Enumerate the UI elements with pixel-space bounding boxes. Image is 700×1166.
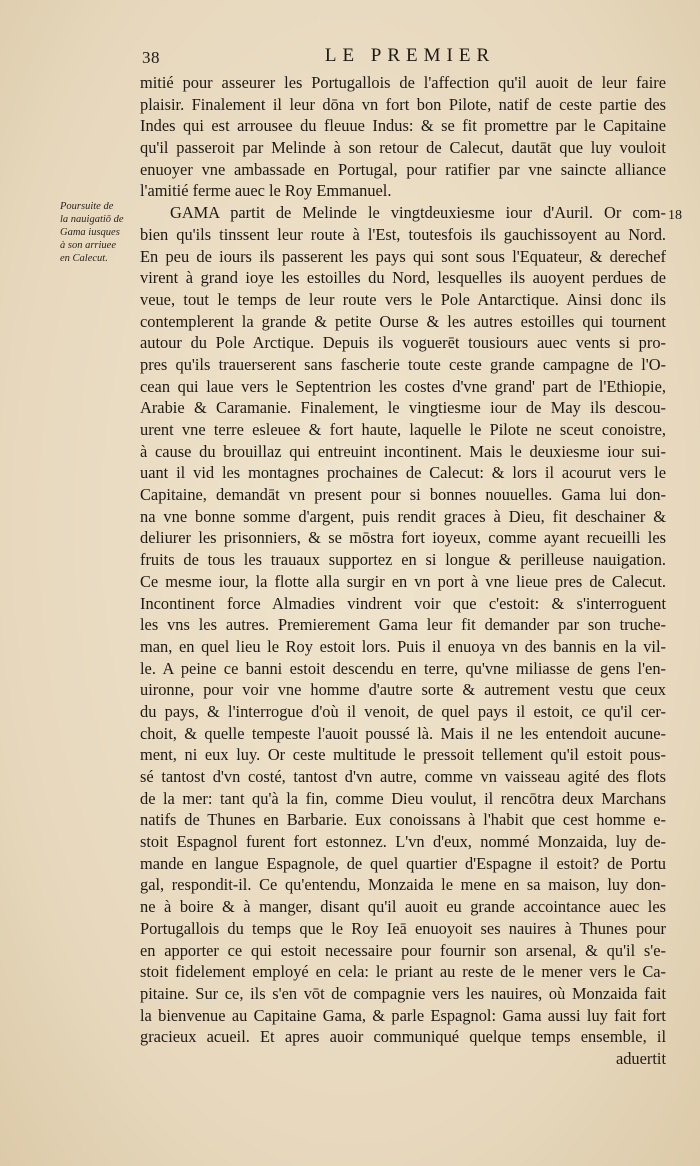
text-line: mitié pour asseurer les Portugallois de l'affection qu'il auoit de leur faire: [140, 73, 666, 92]
text-line: à cause du brouillaz qui entreuint incontinent. Mais le deuxiesme iour sui-: [140, 441, 666, 461]
page-number: 38: [142, 48, 160, 67]
text-line: Arabie & Caramanie. Finalement, le vingtiesme iour de May ils descou-: [140, 398, 666, 418]
text-line: l'amitié ferme auec le Roy Emmanuel.: [140, 181, 392, 201]
text-line: la bienvenue au Capitaine Gama, & parle Espagnol: Gama aussi luy fait fort: [140, 1005, 666, 1025]
text-line: du pays, & l'interrogue d'où il venoit, de quel pays il estoit, ce qu'il cer-: [140, 701, 666, 721]
text-line: Ce mesme iour, la flotte alla surgir en vn port à vne lieue pres de Calecut.: [140, 571, 666, 591]
text-line: ment, ni eux luy. Or ceste multitude le pressoit tellement qu'il estoit pous-: [140, 745, 666, 765]
text-line: Indes qui est arrousee du fleuue Indus: & se fit promettre par le Capitaine: [140, 116, 666, 136]
text-line: uant il vid les montagnes prochaines de Calecut: & lors il acourut vers le: [140, 463, 666, 483]
text-line: le. A peine ce banni estoit descendu en terre, qu'vne miliasse de gens l'en-: [140, 658, 666, 678]
text-line: stoit fidelement employé en cela: le priant au reste de le mener vers le Ca-: [140, 962, 666, 982]
text-line: en apporter ce qui estoit necessaire pour fournir son arsenal, & qu'il s'e-: [140, 940, 666, 960]
text-line: uironne, pour voir vne homme d'autre sorte & autrement vestu que ceux: [140, 680, 666, 700]
marginal-note-line: en Calecut.: [60, 253, 108, 264]
text-line: urent vne terre esleuee & fort haute, laquelle le Pilote ne sceut conoistre,: [140, 420, 666, 439]
text-line: bien qu'ils tinssent leur route à l'Est, toutesfois ils gauchissoyent au Nord.: [140, 224, 666, 244]
text-line: mande en langue Espagnole, de quel quartier d'Espagne il estoit? de Portu: [140, 853, 666, 873]
margin-number: 18: [668, 208, 682, 223]
text-line: natifs de Thunes en Barbarie. Eux conoissans à l'habit que cest homme e-: [140, 810, 666, 830]
text-line: de la mer: tant qu'à la fin, comme Dieu voulut, il rencōtra deux Marchans: [140, 788, 666, 808]
text-line: stoit Espagnol furent fort estonnez. L'vn d'eux, nommé Monzaida, luy de-: [140, 832, 666, 852]
text-line: pres qu'ils trauerserent sans fascherie toute ceste grande campagne de l'O-: [140, 354, 666, 374]
text-line: les vns les autres. Premierement Gama leur fit demander par son truche-: [140, 615, 666, 635]
text-line: fruits de tous les trauaux supportez en si longue & perilleuse nauigation.: [140, 550, 666, 570]
text-line: Portugallois du temps que le Roy Ieā enuoyoit ses nauires à Thunes pour: [140, 918, 666, 938]
marginal-note-line: la nauigatiō de: [60, 214, 124, 225]
text-line: na vne bonne somme d'argent, puis rendit graces à Dieu, fit deschainer &: [140, 506, 666, 526]
text-line: autour du Pole Arctique. Depuis ils voguerēt tousiours auec vents si pro-: [140, 333, 666, 353]
text-line: qu'il passeroit par Melinde à son retour de Calecut, dautāt que luy vouloit: [140, 138, 666, 158]
text-line: GAMA partit de Melinde le vingtdeuxiesme iour d'Auril. Or com-: [170, 203, 666, 223]
text-line: plaisir. Finalement il leur dōna vn fort bon Pilote, natif de ceste partie des: [140, 94, 666, 114]
text-line: sé tantost d'vn costé, tantost d'vn autre, comme vn vaisseau agité des flots: [140, 767, 666, 786]
text-line: contemplerent la grande & petite Ourse & les autres estoilles qui tournent: [140, 311, 666, 331]
text-line: Incontinent force Almadies vindrent voir que c'estoit: & s'interroguent: [140, 593, 666, 613]
text-line: gal, respondit-il. Ce qu'entendu, Monzaida le mene en sa maison, luy don-: [140, 875, 666, 895]
text-line: deliurer les prisonniers, & se mōstra fort ioyeux, comme ayant recueilli les: [140, 528, 666, 548]
text-line: gracieux acueil. Et apres auoir communiqué quelque temps ensemble, il: [140, 1027, 666, 1047]
marginal-note-line: Poursuite de: [60, 201, 114, 212]
text-line: pitaine. Sur ce, ils s'en vōt de compagnie vers les nauires, où Monzaida fait: [140, 983, 666, 1003]
marginal-note-line: Gama iusques: [60, 227, 120, 238]
text-line: veue, tout le temps de leur route vers le Pole Antarctique. Ainsi donc ils: [140, 289, 666, 309]
text-line: choit, & quelle tempeste l'auoit poussé là. Mais il ne les entendoit aucune-: [140, 723, 666, 743]
catchword: aduertit: [615, 1048, 666, 1068]
text-line: Capitaine, demandāt vn present pour si bonnes nouuelles. Gama lui don-: [140, 485, 666, 505]
text-line: virent à grand ioye les estoilles du Nord, lesquelles ils auoyent perdues de: [140, 268, 666, 288]
marginal-note: [60, 200, 138, 265]
text-line: En peu de iours ils passerent les pays qui sont sous l'Equateur, & derechef: [140, 246, 666, 266]
text-line: cean qui laue vers le Septentrion les costes d'vne grand' part de l'Ethiopie,: [140, 376, 666, 396]
text-line: enuoyer vne ambassade en Portugal, pour ratifier par vne saincte alliance: [140, 159, 666, 179]
text-line: ne à boire & à manger, disant qu'il auoit eu grande accointance auec les: [140, 897, 666, 917]
body-text: [140, 72, 666, 1070]
text-line: man, en quel lieu le Roy estoit lors. Puis il enuoya vn des bannis en la vil-: [140, 636, 666, 656]
running-title: LE PREMIER: [324, 45, 496, 66]
marginal-note-line: à son arriuee: [60, 240, 116, 251]
